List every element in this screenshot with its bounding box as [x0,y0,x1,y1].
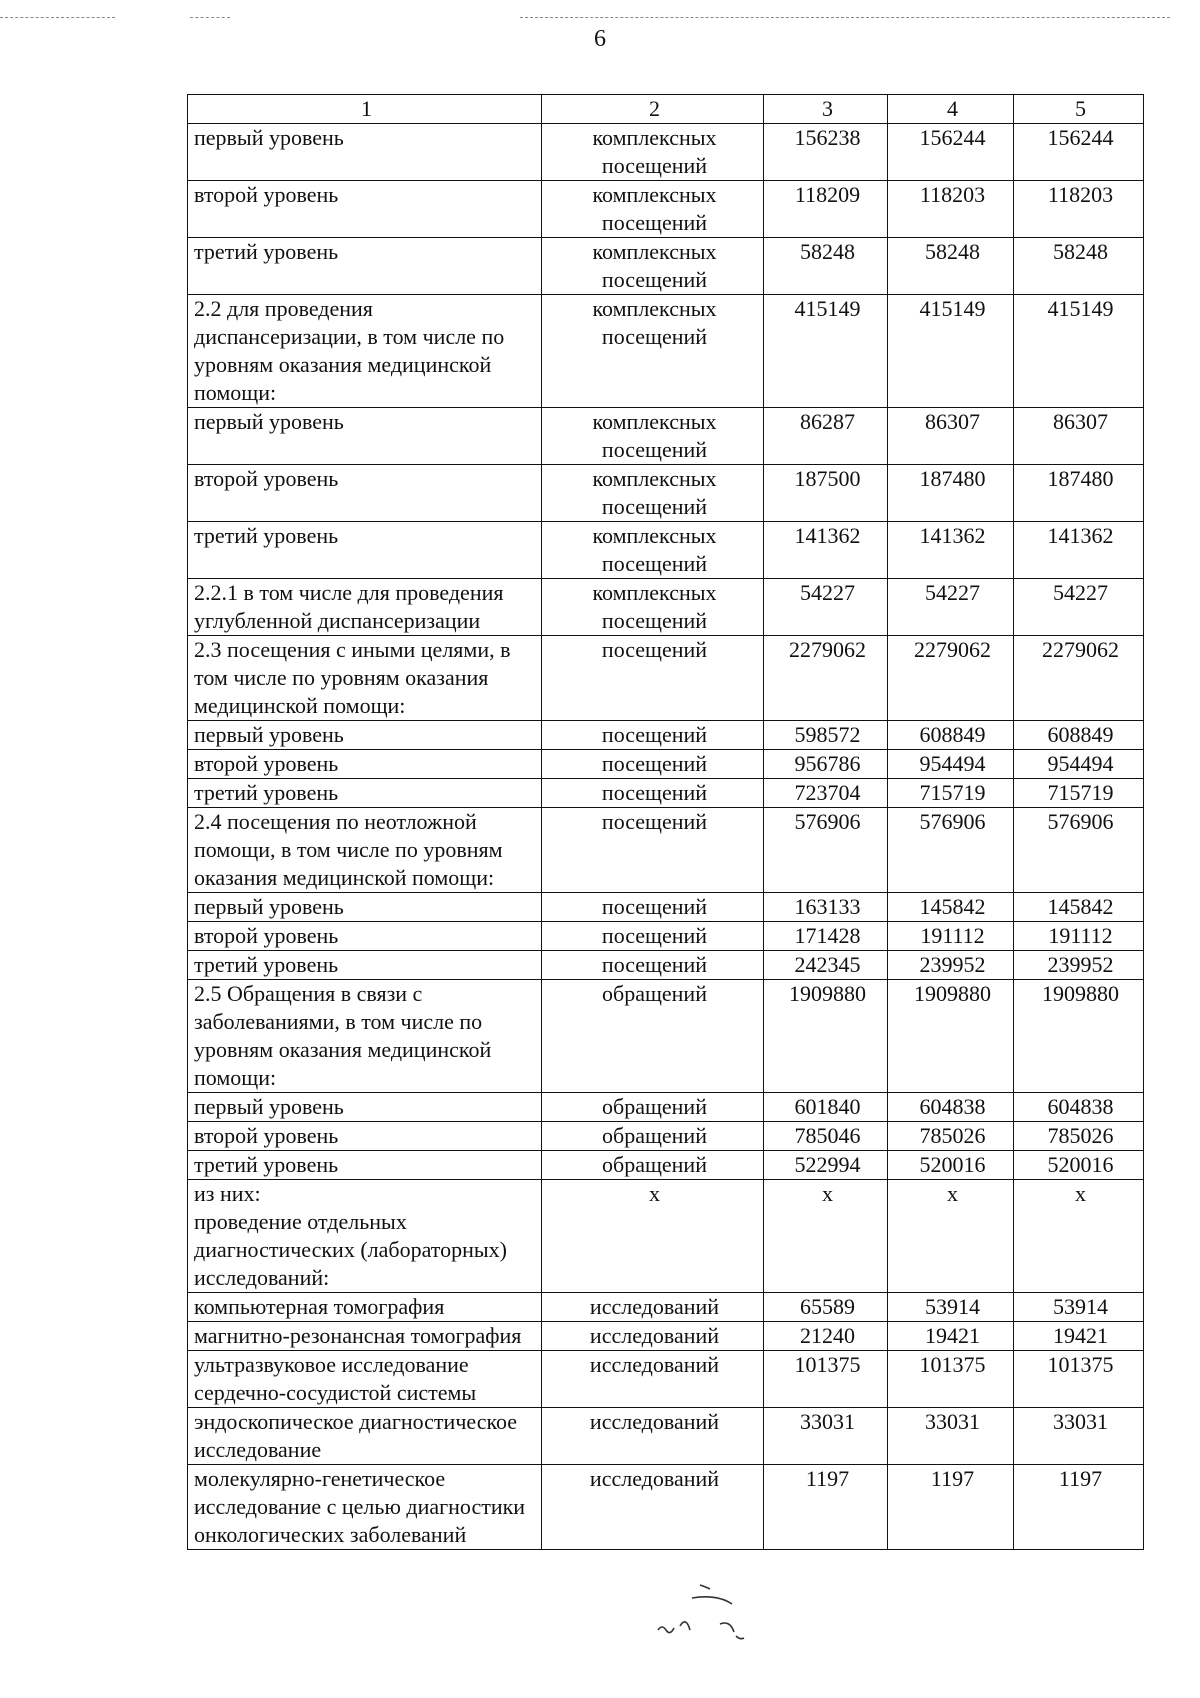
row-value-col5: 58248 [1014,238,1144,295]
row-value-col4: 58248 [888,238,1014,295]
row-name-cell: третий уровень [188,238,542,295]
table-row [188,295,1144,408]
table-row [188,808,1144,893]
row-value-col3: 21240 [764,1322,888,1351]
column-header: 4 [888,95,1014,124]
row-unit-cell: посещений [542,922,764,951]
column-header: 3 [764,95,888,124]
scan-mark [520,17,1170,18]
row-name-cell: первый уровень [188,124,542,181]
table-row [188,1322,1144,1351]
row-value-col4: 1197 [888,1465,1014,1550]
row-value-col4: 576906 [888,808,1014,893]
row-value-col4: 33031 [888,1408,1014,1465]
row-value-col3: 242345 [764,951,888,980]
row-value-col4: 415149 [888,295,1014,408]
row-value-col5: 785026 [1014,1122,1144,1151]
row-value-col3: 65589 [764,1293,888,1322]
table-row [188,980,1144,1093]
row-name-cell: ультразвуковое исследование сердечно-сосудистой системы [188,1351,542,1408]
row-value-col5: 191112 [1014,922,1144,951]
scan-mark [0,17,115,18]
scan-mark [190,17,230,18]
table-row [188,1351,1144,1408]
table-row [188,1465,1144,1550]
table-row [188,1180,1144,1293]
row-value-col5: 604838 [1014,1093,1144,1122]
row-name-cell: второй уровень [188,922,542,951]
table-row [188,1293,1144,1322]
row-name-cell: первый уровень [188,721,542,750]
row-unit-cell: посещений [542,750,764,779]
row-value-col3: 58248 [764,238,888,295]
row-value-col5: 576906 [1014,808,1144,893]
row-value-col4: 156244 [888,124,1014,181]
row-value-col3: 141362 [764,522,888,579]
row-value-col4: 86307 [888,408,1014,465]
row-name-cell: молекулярно-генетическое исследование с целью диагностики онкологических заболеваний [188,1465,542,1550]
row-value-col3: 601840 [764,1093,888,1122]
table-row [188,408,1144,465]
row-name-cell: первый уровень [188,1093,542,1122]
table-row [188,1151,1144,1180]
row-name-cell: 2.3 посещения с иными целями, в том числе по уровням оказания медицинской помощи: [188,636,542,721]
row-value-col5: 19421 [1014,1322,1144,1351]
table-row [188,1408,1144,1465]
row-value-col3: 1909880 [764,980,888,1093]
table-row [188,238,1144,295]
row-unit-cell: комплексных посещений [542,465,764,522]
table-row [188,893,1144,922]
table-row [188,721,1144,750]
table-row [188,1093,1144,1122]
row-value-col5: х [1014,1180,1144,1293]
row-unit-cell: комплексных посещений [542,124,764,181]
row-unit-cell: посещений [542,779,764,808]
table-row [188,465,1144,522]
row-value-col4: 187480 [888,465,1014,522]
table-row [188,181,1144,238]
table-row [188,636,1144,721]
row-unit-cell: комплексных посещений [542,238,764,295]
row-unit-cell: исследований [542,1465,764,1550]
column-header: 1 [188,95,542,124]
row-value-col3: 171428 [764,922,888,951]
row-value-col4: 608849 [888,721,1014,750]
row-value-col4: 118203 [888,181,1014,238]
row-name-cell: 2.5 Обращения в связи с заболеваниями, в том числе по уровням оказания медицинской помощи: [188,980,542,1093]
row-unit-cell: обращений [542,1122,764,1151]
row-name-cell: второй уровень [188,181,542,238]
row-value-col5: 101375 [1014,1351,1144,1408]
row-value-col4: 53914 [888,1293,1014,1322]
row-value-col5: 239952 [1014,951,1144,980]
row-value-col5: 1197 [1014,1465,1144,1550]
row-value-col3: 1197 [764,1465,888,1550]
row-unit-cell: комплексных посещений [542,181,764,238]
row-value-col4: 141362 [888,522,1014,579]
row-name-cell: магнитно-резонансная томография [188,1322,542,1351]
row-value-col5: 954494 [1014,750,1144,779]
table-row [188,579,1144,636]
row-name-cell: эндоскопическое диагностическое исследование [188,1408,542,1465]
row-value-col5: 2279062 [1014,636,1144,721]
row-name-cell: третий уровень [188,951,542,980]
row-value-col5: 118203 [1014,181,1144,238]
row-unit-cell: исследований [542,1293,764,1322]
row-name-cell: второй уровень [188,465,542,522]
column-header: 2 [542,95,764,124]
row-value-col3: х [764,1180,888,1293]
row-value-col3: 522994 [764,1151,888,1180]
row-value-col4: 954494 [888,750,1014,779]
row-name-cell: из них: проведение отдельных диагностических (лабораторных) исследований: [188,1180,542,1293]
row-value-col4: 145842 [888,893,1014,922]
row-name-cell: третий уровень [188,779,542,808]
row-value-col3: 415149 [764,295,888,408]
row-value-col4: 604838 [888,1093,1014,1122]
row-value-col5: 608849 [1014,721,1144,750]
row-value-col5: 54227 [1014,579,1144,636]
row-value-col3: 33031 [764,1408,888,1465]
row-value-col3: 598572 [764,721,888,750]
row-value-col4: 785026 [888,1122,1014,1151]
row-value-col3: 187500 [764,465,888,522]
table-body [188,95,1144,1550]
row-value-col5: 141362 [1014,522,1144,579]
row-value-col4: 19421 [888,1322,1014,1351]
row-unit-cell: комплексных посещений [542,408,764,465]
row-value-col3: 54227 [764,579,888,636]
row-value-col3: 118209 [764,181,888,238]
row-value-col3: 576906 [764,808,888,893]
row-unit-cell: исследований [542,1408,764,1465]
row-name-cell: первый уровень [188,408,542,465]
row-unit-cell: комплексных посещений [542,295,764,408]
row-unit-cell: исследований [542,1322,764,1351]
row-unit-cell: обращений [542,980,764,1093]
row-value-col5: 1909880 [1014,980,1144,1093]
row-value-col3: 785046 [764,1122,888,1151]
row-value-col4: 101375 [888,1351,1014,1408]
row-value-col5: 520016 [1014,1151,1144,1180]
row-value-col5: 156244 [1014,124,1144,181]
row-value-col3: 956786 [764,750,888,779]
row-value-col5: 187480 [1014,465,1144,522]
row-value-col4: 191112 [888,922,1014,951]
row-unit-cell: обращений [542,1151,764,1180]
row-value-col4: 2279062 [888,636,1014,721]
row-unit-cell: х [542,1180,764,1293]
row-value-col3: 101375 [764,1351,888,1408]
row-unit-cell: посещений [542,636,764,721]
row-value-col5: 715719 [1014,779,1144,808]
table-row [188,750,1144,779]
table-row [188,124,1144,181]
row-value-col3: 156238 [764,124,888,181]
row-unit-cell: посещений [542,893,764,922]
row-value-col4: 239952 [888,951,1014,980]
row-name-cell: первый уровень [188,893,542,922]
row-value-col5: 53914 [1014,1293,1144,1322]
row-name-cell: 2.4 посещения по неотложной помощи, в том числе по уровням оказания медицинской помощи: [188,808,542,893]
row-name-cell: третий уровень [188,1151,542,1180]
row-name-cell: 2.2 для проведения диспансеризации, в том числе по уровням оказания медицинской помощи: [188,295,542,408]
row-name-cell: третий уровень [188,522,542,579]
row-value-col5: 415149 [1014,295,1144,408]
row-name-cell: второй уровень [188,1122,542,1151]
page-number: 6 [594,26,606,52]
row-value-col3: 2279062 [764,636,888,721]
row-unit-cell: обращений [542,1093,764,1122]
row-value-col4: 54227 [888,579,1014,636]
signature-mark [640,1580,790,1650]
table-row [188,522,1144,579]
row-value-col4: 1909880 [888,980,1014,1093]
row-value-col3: 163133 [764,893,888,922]
row-unit-cell: комплексных посещений [542,522,764,579]
row-value-col3: 723704 [764,779,888,808]
row-value-col5: 145842 [1014,893,1144,922]
data-table [187,94,1144,1550]
row-value-col4: х [888,1180,1014,1293]
table-row [188,1122,1144,1151]
row-value-col4: 715719 [888,779,1014,808]
row-unit-cell: посещений [542,808,764,893]
row-unit-cell: посещений [542,951,764,980]
row-value-col5: 86307 [1014,408,1144,465]
row-unit-cell: исследований [542,1351,764,1408]
header-row [188,95,1144,124]
row-value-col3: 86287 [764,408,888,465]
table-row [188,922,1144,951]
row-name-cell: второй уровень [188,750,542,779]
row-unit-cell: комплексных посещений [542,579,764,636]
row-name-cell: 2.2.1 в том числе для проведения углубленной диспансеризации [188,579,542,636]
row-name-cell: компьютерная томография [188,1293,542,1322]
row-value-col4: 520016 [888,1151,1014,1180]
table-row [188,951,1144,980]
row-unit-cell: посещений [542,721,764,750]
column-header: 5 [1014,95,1144,124]
table-row [188,779,1144,808]
row-value-col5: 33031 [1014,1408,1144,1465]
